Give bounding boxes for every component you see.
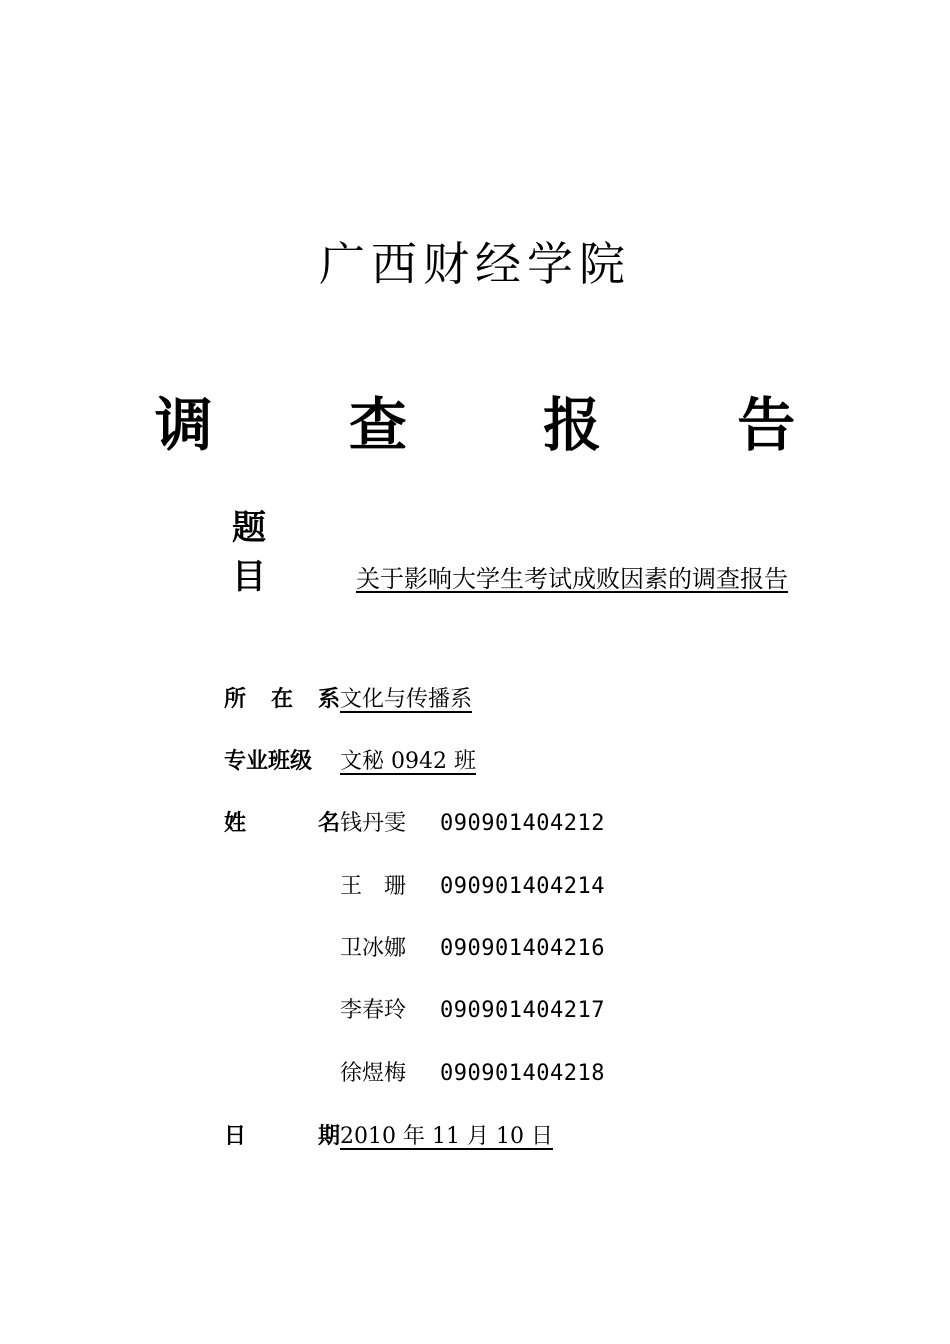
date-row [224,1119,553,1150]
member-id: 090901404214 [440,874,605,899]
member-id: 090901404217 [440,998,605,1023]
member-entry [340,993,605,1024]
member-id: 090901404218 [440,1061,605,1086]
date-value: 2010 年 11 月 10 日 [340,1124,553,1149]
department-row [224,682,472,713]
member-name: 李春玲 [340,998,407,1023]
class-value: 文秘 0942 班 [340,749,476,774]
member-name: 卫冰娜 [340,936,407,961]
class-label: 专业班级 [224,748,313,774]
member-id: 090901404212 [440,811,605,836]
department-value: 文化与传播系 [340,687,473,712]
member-name: 徐煜梅 [340,1061,407,1086]
date-label: 日 期 [224,1123,340,1149]
name-row [224,806,340,837]
name-label: 姓 名 [224,810,340,836]
topic-row [232,508,788,598]
topic-value: 关于影响大学生考试成败因素的调查报告 [356,565,788,593]
school-name: 广西财经学院 [319,237,631,291]
member-name: 王 珊 [340,874,407,899]
document-type-title: 调 查 报 告 [154,391,854,459]
member-entry [340,931,605,962]
member-id: 090901404216 [440,936,605,961]
department-label: 所 在 系 [224,686,340,712]
topic-label: 题 目 [232,508,284,597]
member-entry [340,1056,605,1087]
member-entry [340,869,605,900]
member-entry [340,806,605,837]
class-row [224,744,476,775]
member-name: 钱丹雯 [340,811,407,836]
